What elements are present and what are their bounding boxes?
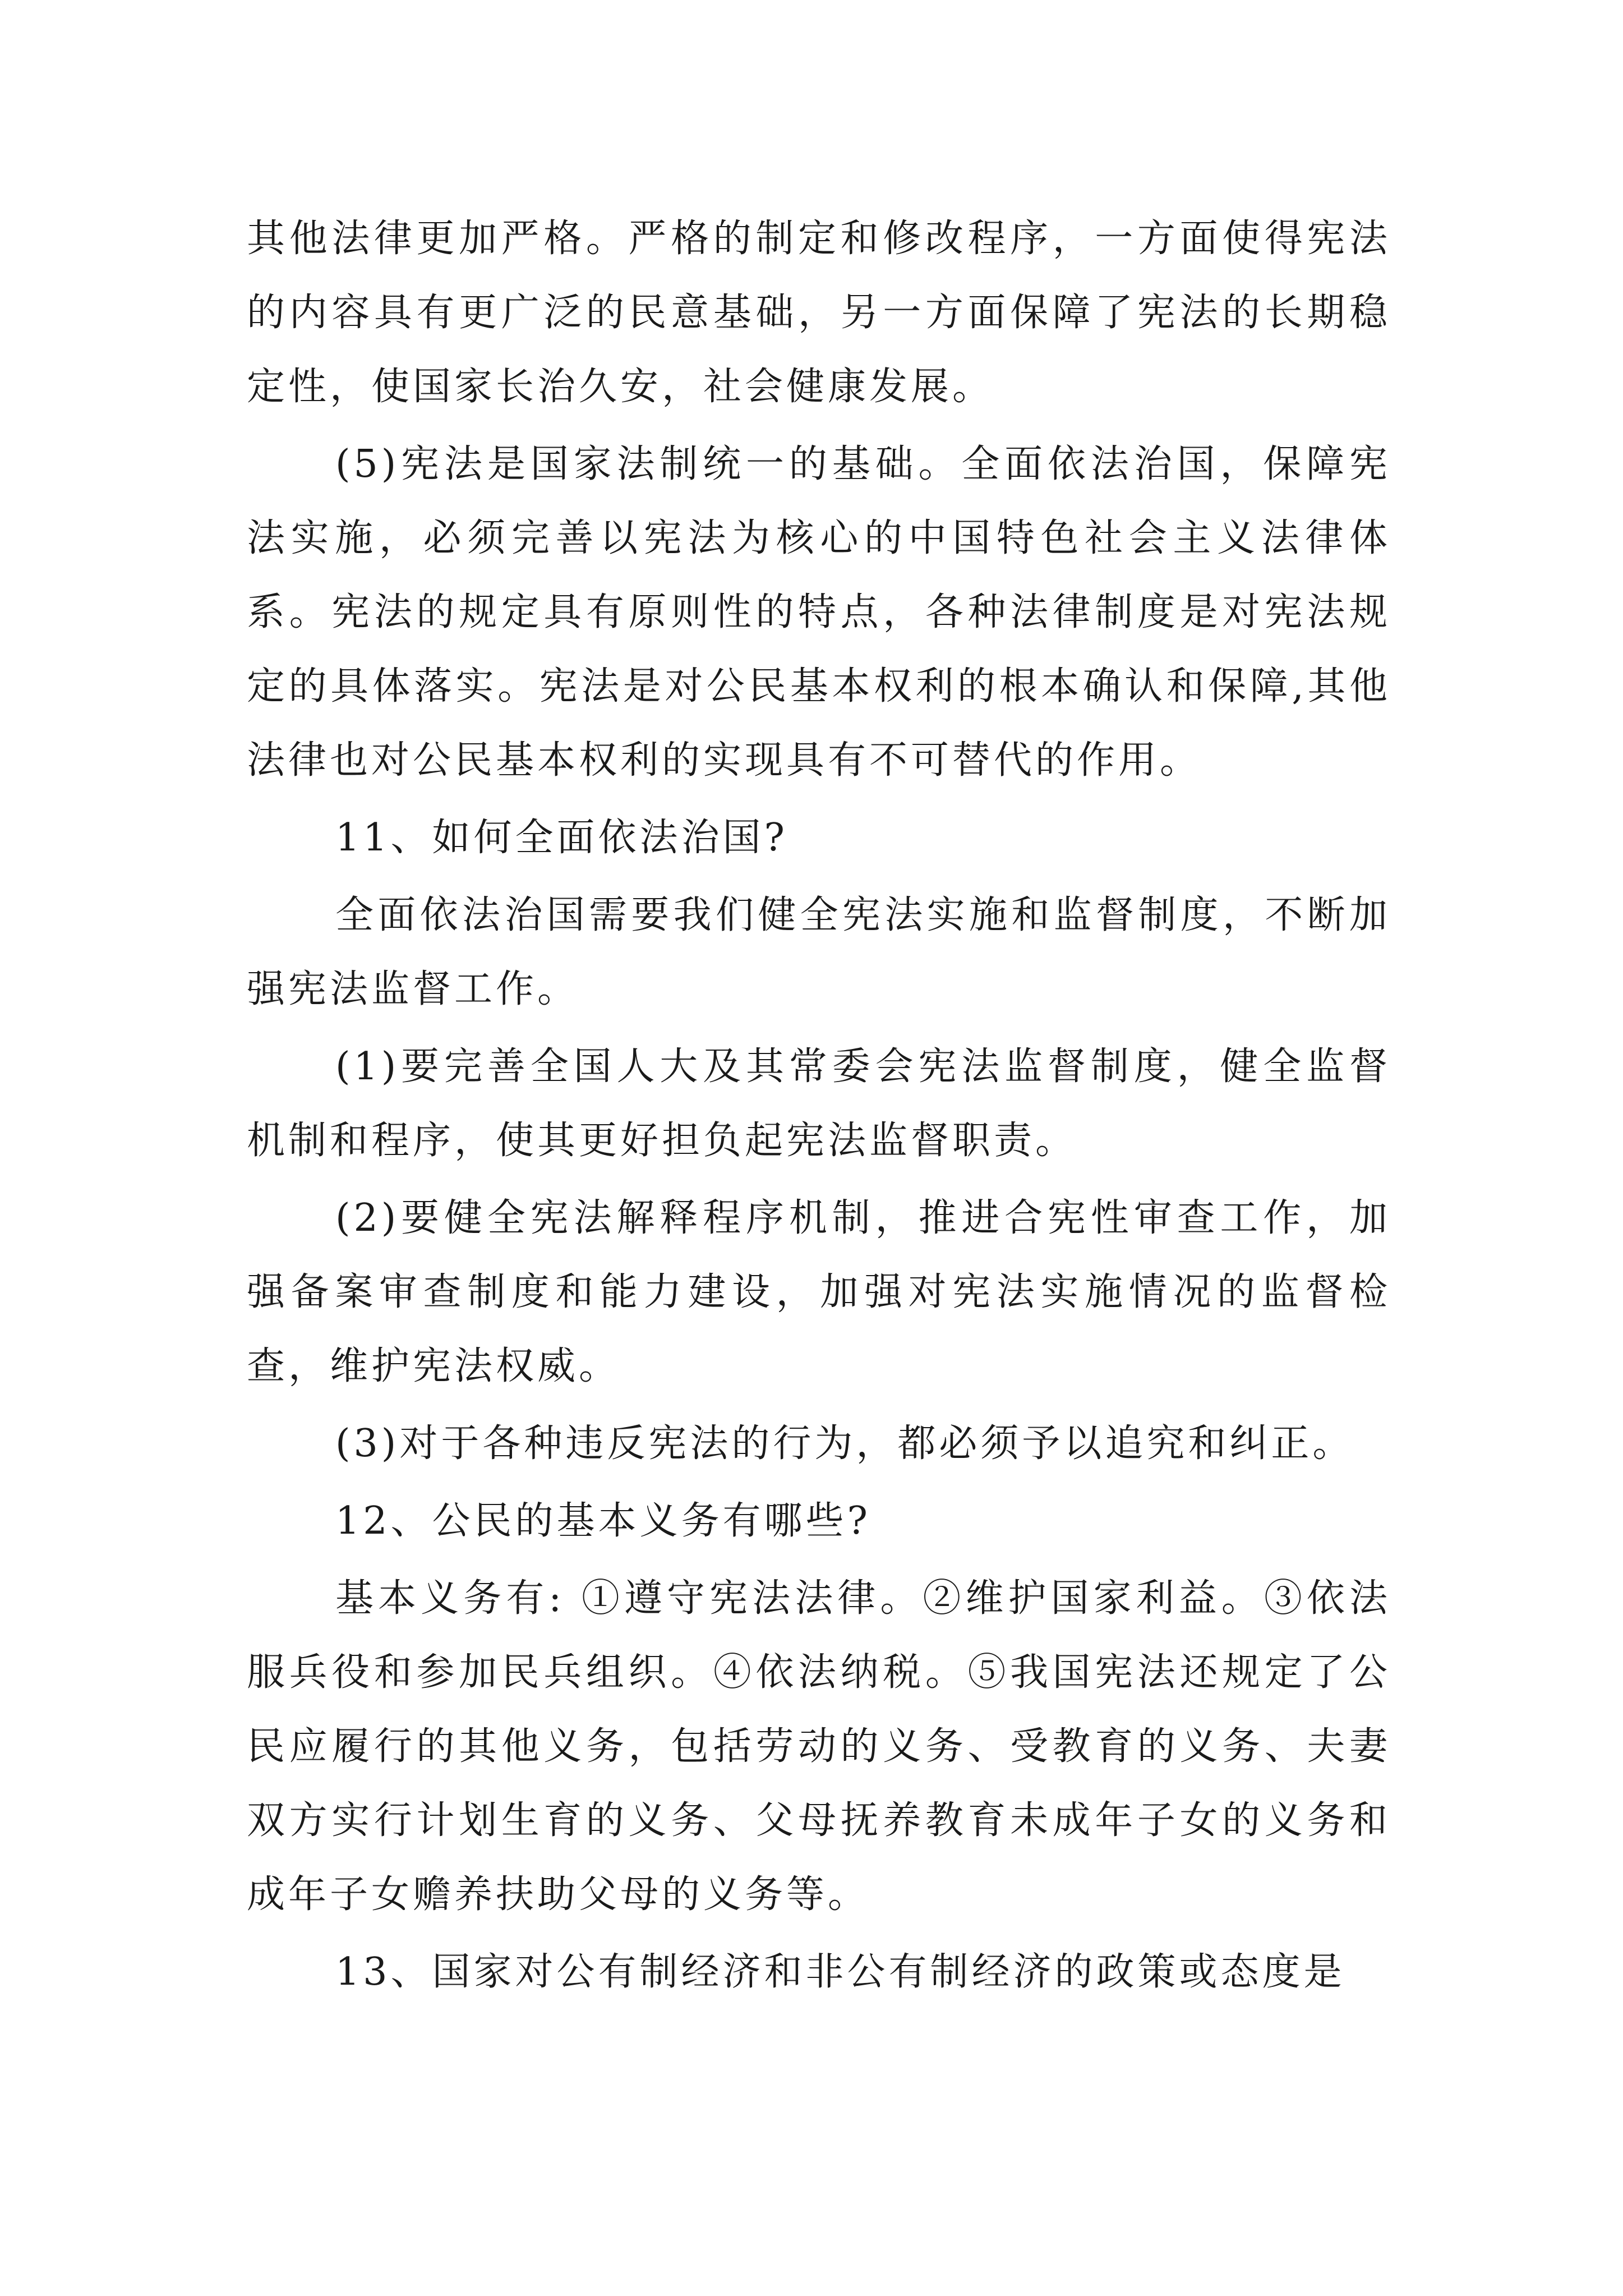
question-11-item-3: (3)对于各种违反宪法的行为，都必须予以追究和纠正。 bbox=[335, 1421, 1354, 1466]
question-12-answer: 基本义务有: ①遵守宪法法律。②维护国家利益。③依法服兵役和参加民兵组织。④依法纳税。⑤我国宪法还规定了公民应履行的其他义务，包括劳动的义务、受教育的义务、夫妻双方实行计划生育的义务、父母抚养教育未成年子女的义务和成年子女赡养扶助父母的义务等。 bbox=[247, 1576, 1391, 1917]
question-11-item-1: (1)要完善全国人大及其常委会宪法监督制度，健全监督机制和程序，使其更好担负起宪法监督职责。 bbox=[247, 1045, 1391, 1163]
question-11-heading: 11、如何全面依法治国? bbox=[335, 816, 788, 860]
paragraph-item-5: (5)宪法是国家法制统一的基础。全面依法治国，保障宪法实施，必须完善以宪法为核心的中国特色社会主义法律体系。宪法的规定具有原则性的特点，各种法律制度是对宪法规定的具体落实。宪法是对公民基本权利的根本确认和保障,其他法律也对公民基本权利的实现具有不可替代的作用。 bbox=[247, 442, 1391, 783]
document-body bbox=[247, 202, 1391, 2013]
paragraph-continuation: 其他法律更加严格。严格的制定和修改程序，一方面使得宪法的内容具有更广泛的民意基础，另一方面保障了宪法的长期稳定性，使国家长治久安，社会健康发展。 bbox=[247, 217, 1391, 409]
question-12-heading: 12、公民的基本义务有哪些? bbox=[335, 1499, 871, 1543]
question-11-intro: 全面依法治国需要我们健全宪法实施和监督制度，不断加强宪法监督工作。 bbox=[247, 893, 1391, 1011]
question-13-heading: 13、国家对公有制经济和非公有制经济的政策或态度是 bbox=[335, 1950, 1345, 1994]
question-11-item-2: (2)要健全宪法解释程序机制，推进合宪性审查工作，加强备案审查制度和能力建设，加强对宪法实施情况的监督检查，维护宪法权威。 bbox=[247, 1196, 1391, 1388]
